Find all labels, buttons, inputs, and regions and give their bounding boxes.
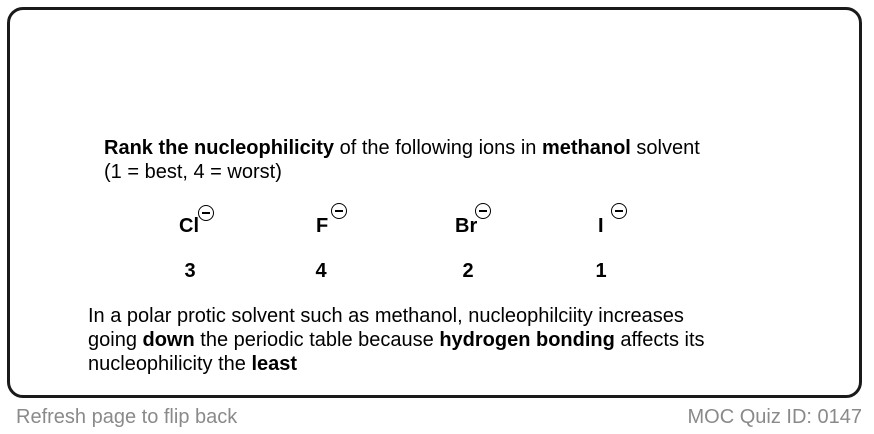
ion-symbol: I <box>598 215 604 237</box>
quiz-id-label: MOC Quiz ID: 0147 <box>687 406 862 428</box>
negative-charge-icon <box>611 203 627 219</box>
negative-charge-icon <box>331 203 347 219</box>
flip-back-hint: Refresh page to flip back <box>16 406 238 428</box>
question-line-2: (1 = best, 4 = worst) <box>104 161 282 183</box>
ion-fluoride <box>316 214 328 238</box>
ion-symbol: Cl <box>179 215 199 237</box>
ion-symbol: F <box>316 215 329 237</box>
explanation-line-3 <box>88 352 705 376</box>
ion-iodide <box>598 214 604 238</box>
explanation-bold-least: least <box>251 353 298 375</box>
explanation-text <box>88 304 705 376</box>
ion-bromide <box>455 214 477 238</box>
rank-fluoride: 4 <box>315 260 327 282</box>
negative-charge-icon <box>198 205 214 221</box>
question-text-mid: of the following ions in <box>334 137 542 159</box>
explanation-text-d: nucleophilicity the <box>88 353 252 375</box>
explanation-text-c: affects its <box>614 329 705 351</box>
question-line-1 <box>104 136 700 160</box>
ion-chloride <box>179 214 199 238</box>
question-text <box>104 136 700 184</box>
explanation-text-b: the periodic table because <box>194 329 440 351</box>
question-bold-methanol: methanol <box>541 137 631 159</box>
explanation-line-2 <box>88 328 705 352</box>
explanation-bold-down: down <box>142 329 195 351</box>
explanation-line-1: In a polar protic solvent such as methanol, nucleophilciity increases <box>88 305 684 327</box>
question-bold-rank: Rank the nucleophilicity <box>104 137 335 159</box>
rank-iodide: 1 <box>595 260 607 282</box>
ion-symbol: Br <box>455 215 478 237</box>
rank-chloride: 3 <box>184 260 196 282</box>
negative-charge-icon <box>475 203 491 219</box>
explanation-bold-hbonding: hydrogen bonding <box>439 329 615 351</box>
question-text-end: solvent <box>630 137 700 159</box>
explanation-text-a: going <box>88 329 143 351</box>
rank-bromide: 2 <box>462 260 474 282</box>
